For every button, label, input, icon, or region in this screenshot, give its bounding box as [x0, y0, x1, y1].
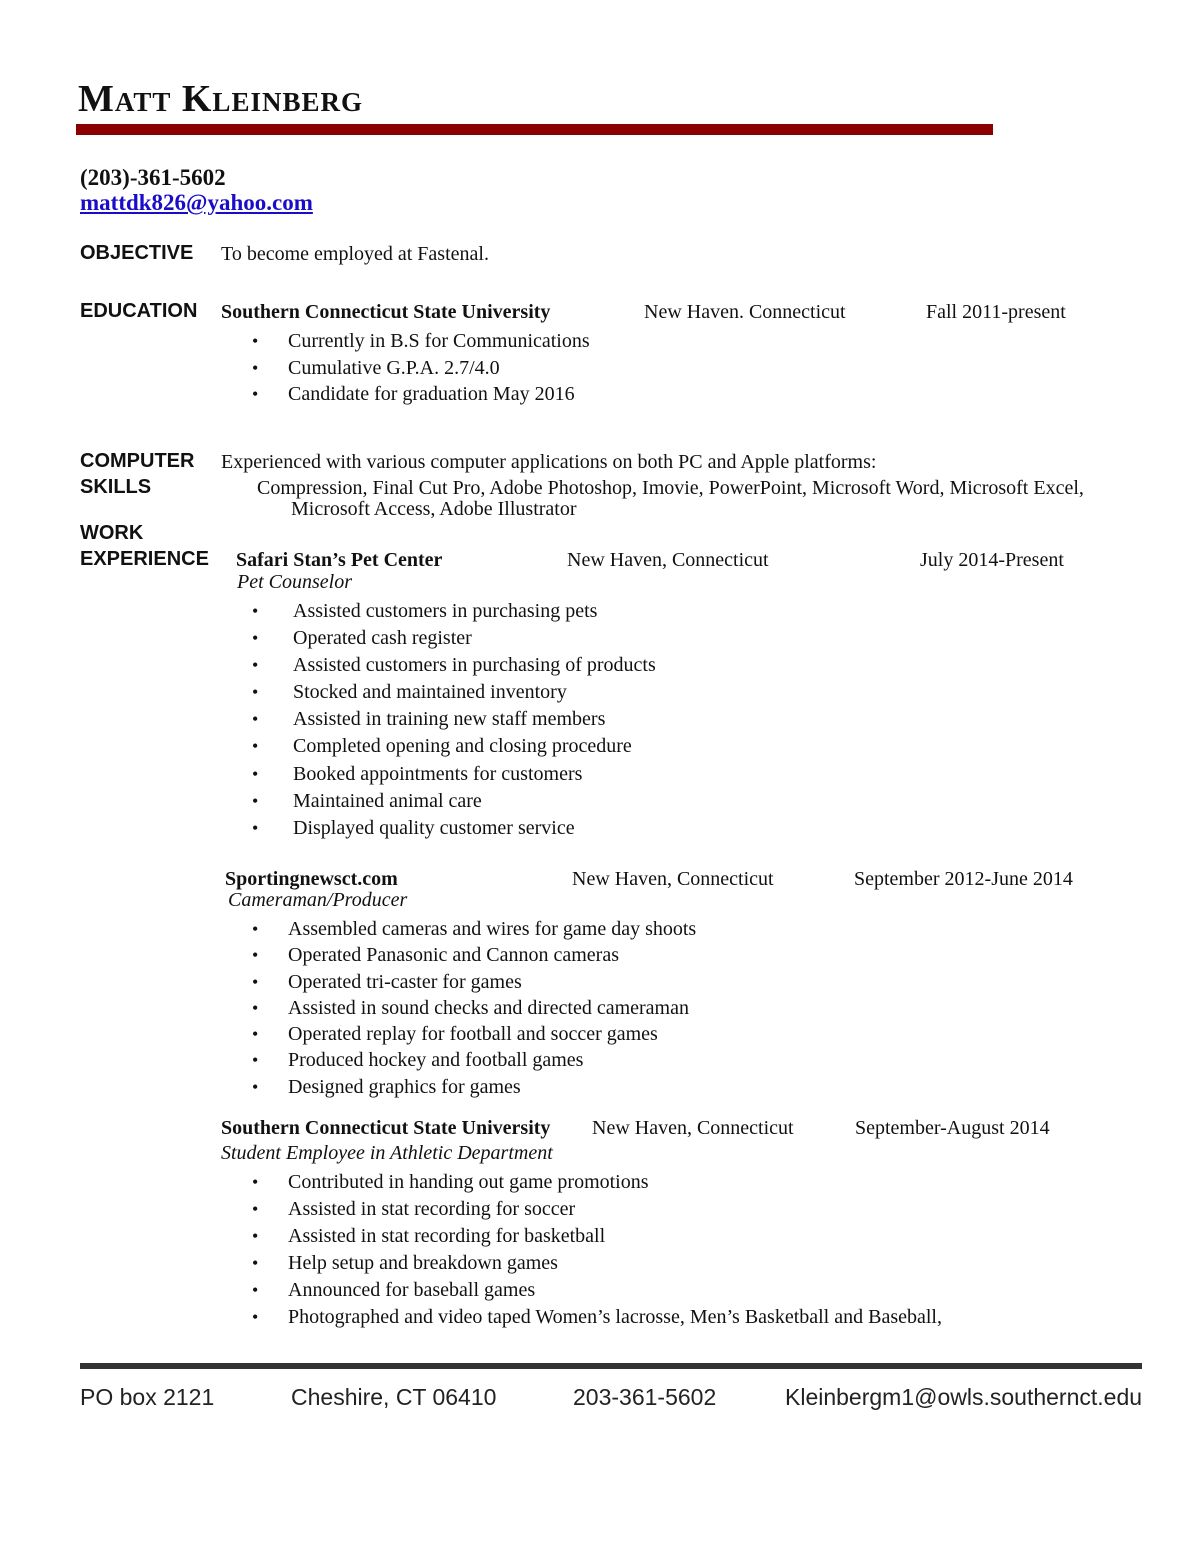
bullet-dot: • — [252, 1172, 259, 1192]
bullet-text: Produced hockey and football games — [288, 1049, 584, 1072]
skills-list-line1: Compression, Final Cut Pro, Adobe Photoshop, Imovie, PowerPoint, Microsoft Word, Microsoft Excel, — [257, 477, 1084, 499]
bullet-item — [252, 625, 656, 652]
bullet-item — [252, 652, 656, 679]
bullet-item — [252, 788, 656, 815]
bullet-dot: • — [252, 763, 259, 784]
job-title: Pet Counselor — [237, 571, 352, 593]
bullet-text: Assisted in training new staff members — [293, 708, 606, 731]
bullet-item — [252, 1250, 942, 1277]
bullet-dot: • — [252, 682, 259, 703]
bullet-dot: • — [252, 384, 259, 405]
bullet-text: Assisted customers in purchasing pets — [293, 600, 598, 622]
work-label-line1: WORK — [80, 522, 144, 544]
bullet-text: Assembled cameras and wires for game day shoots — [288, 918, 697, 940]
bullet-item — [252, 1196, 942, 1223]
bullet-dot: • — [252, 709, 259, 730]
skills-intro: Experienced with various computer applications on both PC and Apple platforms: — [221, 451, 877, 473]
bullet-item — [252, 706, 656, 733]
bullet-text: Announced for baseball games — [288, 1279, 536, 1301]
objective-text: To become employed at Fastenal. — [221, 243, 489, 265]
email-link[interactable]: mattdk826@yahoo.com — [80, 190, 313, 215]
footer-email: Kleinbergm1@owls.southernct.edu — [785, 1384, 1143, 1410]
bullet-item — [252, 942, 696, 968]
bullet-text: Completed opening and closing procedure — [293, 735, 632, 758]
bullet-dot: • — [252, 628, 259, 649]
bullet-item — [252, 1223, 942, 1250]
skills-label-line2: SKILLS — [80, 476, 152, 498]
bullet-text: Operated replay for football and soccer games — [288, 1023, 658, 1046]
bullet-item — [252, 1277, 942, 1304]
bullet-item — [252, 1047, 696, 1073]
job-employer: Safari Stan’s Pet Center — [236, 549, 443, 571]
skills-label-line1: COMPUTER — [80, 450, 195, 472]
phone-number: (203)-361-5602 — [80, 165, 226, 190]
bullet-text: Assisted in sound checks and directed cameraman — [288, 996, 689, 1019]
work-label-line2: EXPERIENCE — [80, 548, 209, 570]
bullet-dot: • — [252, 655, 259, 676]
bullet-text: Assisted customers in purchasing of products — [293, 654, 656, 677]
job-dates: September 2012-June 2014 — [854, 868, 1073, 890]
job-bullets — [252, 598, 656, 842]
footer-city: Cheshire, CT 06410 — [291, 1384, 497, 1410]
bullet-dot: • — [252, 997, 259, 1018]
bullet-text: Booked appointments for customers — [293, 762, 583, 785]
bullet-dot: • — [252, 1280, 259, 1300]
job-employer: Sportingnewsct.com — [225, 868, 398, 890]
bullet-item — [252, 355, 590, 382]
education-dates: Fall 2011-present — [926, 301, 1066, 323]
bullet-item — [252, 1169, 942, 1196]
job-bullets — [252, 1169, 942, 1331]
objective-label: OBJECTIVE — [80, 242, 194, 264]
bullet-dot: • — [252, 945, 259, 966]
bullet-dot: • — [252, 1050, 259, 1071]
bullet-dot: • — [252, 1076, 259, 1097]
bullet-text: Maintained animal care — [293, 789, 482, 812]
bullet-item — [252, 381, 590, 408]
bullet-item — [252, 679, 656, 706]
bullet-dot: • — [252, 357, 259, 378]
bullet-dot: • — [252, 1253, 259, 1273]
bullet-dot: • — [252, 1199, 259, 1219]
bullet-text: Operated cash register — [293, 627, 472, 650]
job-title: Student Employee in Athletic Department — [221, 1142, 553, 1164]
bullet-dot: • — [252, 1307, 259, 1327]
bullet-item — [252, 995, 696, 1021]
bullet-dot: • — [252, 331, 259, 351]
bullet-text: Assisted in stat recording for basketball — [288, 1225, 606, 1247]
bullet-item — [252, 598, 656, 625]
job-title: Cameraman/Producer — [228, 889, 408, 911]
bullet-text: Help setup and breakdown games — [288, 1252, 558, 1274]
footer-divider — [80, 1363, 1142, 1369]
skills-list-line2: Microsoft Access, Adobe Illustrator — [291, 498, 577, 520]
bullet-text: Designed graphics for games — [288, 1075, 521, 1098]
bullet-text: Displayed quality customer service — [293, 816, 575, 839]
bullet-dot: • — [252, 736, 259, 757]
bullet-text: Contributed in handing out game promotions — [288, 1171, 649, 1193]
job-location: New Haven, Connecticut — [592, 1117, 794, 1139]
education-location: New Haven. Connecticut — [644, 301, 846, 323]
job-dates: September-August 2014 — [855, 1117, 1050, 1139]
job-location: New Haven, Connecticut — [567, 549, 769, 571]
footer-po-box: PO box 2121 — [80, 1384, 215, 1410]
footer-phone: 203-361-5602 — [573, 1384, 717, 1410]
job-dates: July 2014-Present — [920, 549, 1064, 571]
bullet-text: Currently in B.S for Communications — [288, 330, 590, 352]
bullet-text: Operated tri-caster for games — [288, 970, 522, 993]
education-label: EDUCATION — [80, 300, 198, 322]
bullet-dot: • — [252, 790, 259, 811]
education-school: Southern Connecticut State University — [221, 301, 551, 323]
bullet-item — [252, 1021, 696, 1047]
bullet-text: Stocked and maintained inventory — [293, 681, 567, 704]
bullet-dot: • — [252, 919, 259, 939]
bullet-item — [252, 1304, 942, 1331]
bullet-dot: • — [252, 971, 259, 992]
bullet-text: Assisted in stat recording for soccer — [288, 1198, 576, 1220]
education-bullets — [252, 328, 590, 408]
job-location: New Haven, Connecticut — [572, 868, 774, 890]
header-divider — [76, 124, 993, 135]
bullet-dot: • — [252, 817, 259, 838]
job-employer: Southern Connecticut State University — [221, 1117, 551, 1139]
resume-name: Matt Kleinberg — [78, 78, 363, 120]
bullet-text: Cumulative G.P.A. 2.7/4.0 — [288, 356, 500, 379]
bullet-dot: • — [252, 1226, 259, 1246]
bullet-item — [252, 733, 656, 760]
bullet-item — [252, 761, 656, 788]
bullet-text: Candidate for graduation May 2016 — [288, 383, 575, 406]
job-bullets — [252, 916, 697, 1100]
bullet-text: Operated Panasonic and Cannon cameras — [288, 944, 619, 967]
bullet-item — [252, 1074, 696, 1100]
bullet-item — [252, 916, 697, 942]
bullet-dot: • — [252, 1024, 259, 1045]
bullet-dot: • — [252, 601, 259, 621]
bullet-text: Photographed and video taped Women’s lacrosse, Men’s Basketball and Baseball, — [288, 1306, 942, 1328]
bullet-item — [252, 815, 656, 842]
bullet-item — [252, 328, 590, 355]
bullet-item — [252, 969, 696, 995]
